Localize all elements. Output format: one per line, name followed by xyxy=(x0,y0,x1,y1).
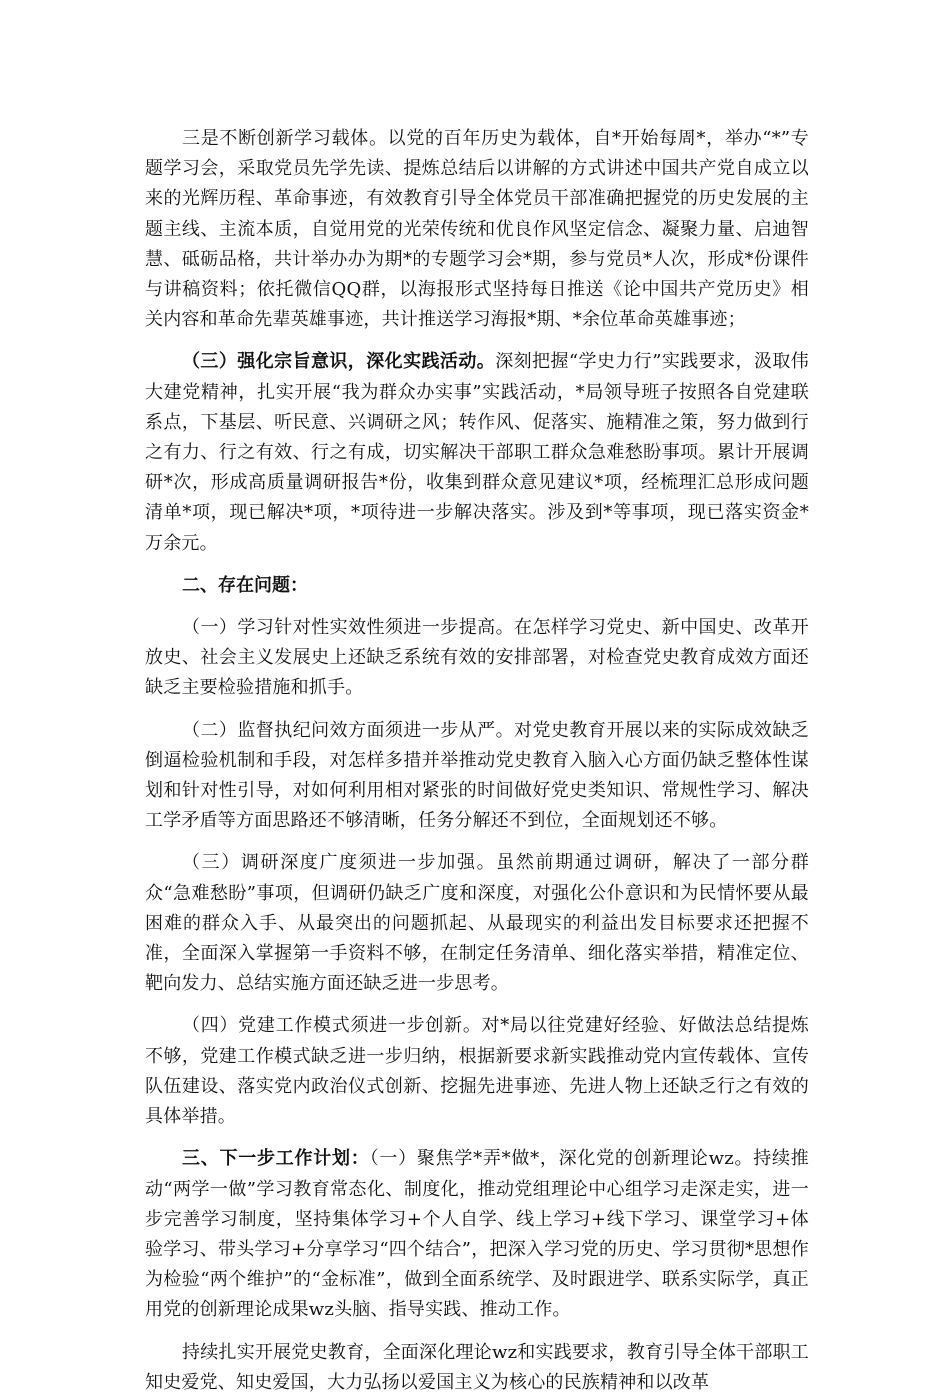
paragraph-problem-1 xyxy=(145,613,809,704)
paragraph-problem-2 xyxy=(145,716,809,837)
paragraph-party-history-education xyxy=(145,1338,809,1398)
paragraph-practice-activities xyxy=(145,347,809,558)
paragraph-problem-3 xyxy=(145,848,809,999)
paragraph-learning-carrier xyxy=(145,124,809,335)
paragraph-text: 持续扎实开展党史教育，全面深化理论wz和实践要求，教育引导全体干部职工知史爱党、知史爱国，大力弘扬以爱国主义为核心的民族精神和以改革 xyxy=(145,1341,809,1393)
paragraph-text: （一）学习针对性实效性须进一步提高。在怎样学习党史、新中国史、改革开放史、社会主义发展史上还缺乏系统有效的安排部署，对检查党史教育成效方面还缺乏主要检验措施和抓手。 xyxy=(145,617,809,699)
paragraph-problem-4 xyxy=(145,1011,809,1132)
paragraph-lead: （三）强化宗旨意识，深化实践活动。 xyxy=(182,351,496,373)
paragraph-lead: 三、下一步工作计划： xyxy=(182,1148,370,1170)
paragraph-next-plan xyxy=(145,1144,809,1325)
paragraph-text: （三）调研深度广度须进一步加强。虽然前期通过调研，解决了一部分群众“急难愁盼”事项，但调研仍缺乏广度和深度，对强化公仆意识和为民情怀要从最困难的群众入手、从最突出的问题抓起、从最现实的利益出发目标要求还把握不准，全面深入掌握第一手资料不够，在制定任务清单、细化落实举措，精准定位、靶向发力、总结实施方面还缺乏进一步思考。 xyxy=(145,852,809,995)
paragraph-text: 深刻把握“学史力行”实践要求，汲取伟大建党精神，扎实开展“我为群众办实事”实践活动，*局领导班子按照各自党建联系点，下基层、听民意、兴调研之风；转作风、促落实、施精准之策，努力做到行之有力、行之有效、行之有成，切实解决干部职工群众急难愁盼事项。累计开展调研*次，形成高质量调研报告*份，收集到群众意见建议*项，经梳理汇总形成问题清单*项，现已解决*项，*项待进一步解决落实。涉及到*等事项，现已落实资金*万余元。 xyxy=(145,351,809,554)
paragraph-text: （二）监督执纪问效方面须进一步从严。对党史教育开展以来的实际成效缺乏倒逼检验机制和手段，对怎样多措并举推动党史教育入脑入心方面仍缺乏整体性谋划和针对性引导，对如何利用相对紧张的时间做好党史类知识、常规性学习、解决工学矛盾等方面思路还不够清晰，任务分解还不到位，全面规划还不够。 xyxy=(145,719,809,832)
section-heading-problems: 二、存在问题： xyxy=(182,574,308,596)
paragraph-text: （一）聚焦学*弄*做*，深化党的创新理论wz。持续推动“两学一做”学习教育常态化、制度化，推动党组理论中心组学习走深走实，进一步完善学习制度，坚持集体学习+个人自学、线上学习+线下学习、课堂学习+体验学习、带头学习+分享学习“四个结合”，把深入学习党的历史、学习贯彻*思想作为检验“两个维护”的“金标准”，做到全面系统学、及时跟进学、联系实际学，真正用党的创新理论成果wz头脑、指导实践、推动工作。 xyxy=(145,1148,809,1321)
paragraph-text: （四）党建工作模式须进一步创新。对*局以往党建好经验、好做法总结提炼不够，党建工作模式缺乏进一步归纳，根据新要求新实践推动党内宣传载体、宣传队伍建设、落实党内政治仪式创新、挖掘先进事迹、先进人物上还缺乏行之有效的具体举措。 xyxy=(145,1015,809,1128)
paragraph-text: 三是不断创新学习载体。以党的百年历史为载体，自*开始每周*，举办“*”专题学习会，采取党员先学先读、提炼总结后以讲解的方式讲述中国共产党自成立以来的光辉历程、革命事迹，有效教育引导全体党员干部准确把握党的历史发展的主题主线、主流本质，自觉用党的光荣传统和优良作风坚定信念、凝聚力量、启迪智慧、砥砺品格，共计举办办为期*的专题学习会*期，参与党员*人次，形成*份课件与讲稿资料；依托微信QQ群，以海报形式坚持每日推送《论中国共产党历史》相关内容和革命先辈英雄事迹，共计推送学习海报*期、*余位革命英雄事迹； xyxy=(145,128,809,331)
